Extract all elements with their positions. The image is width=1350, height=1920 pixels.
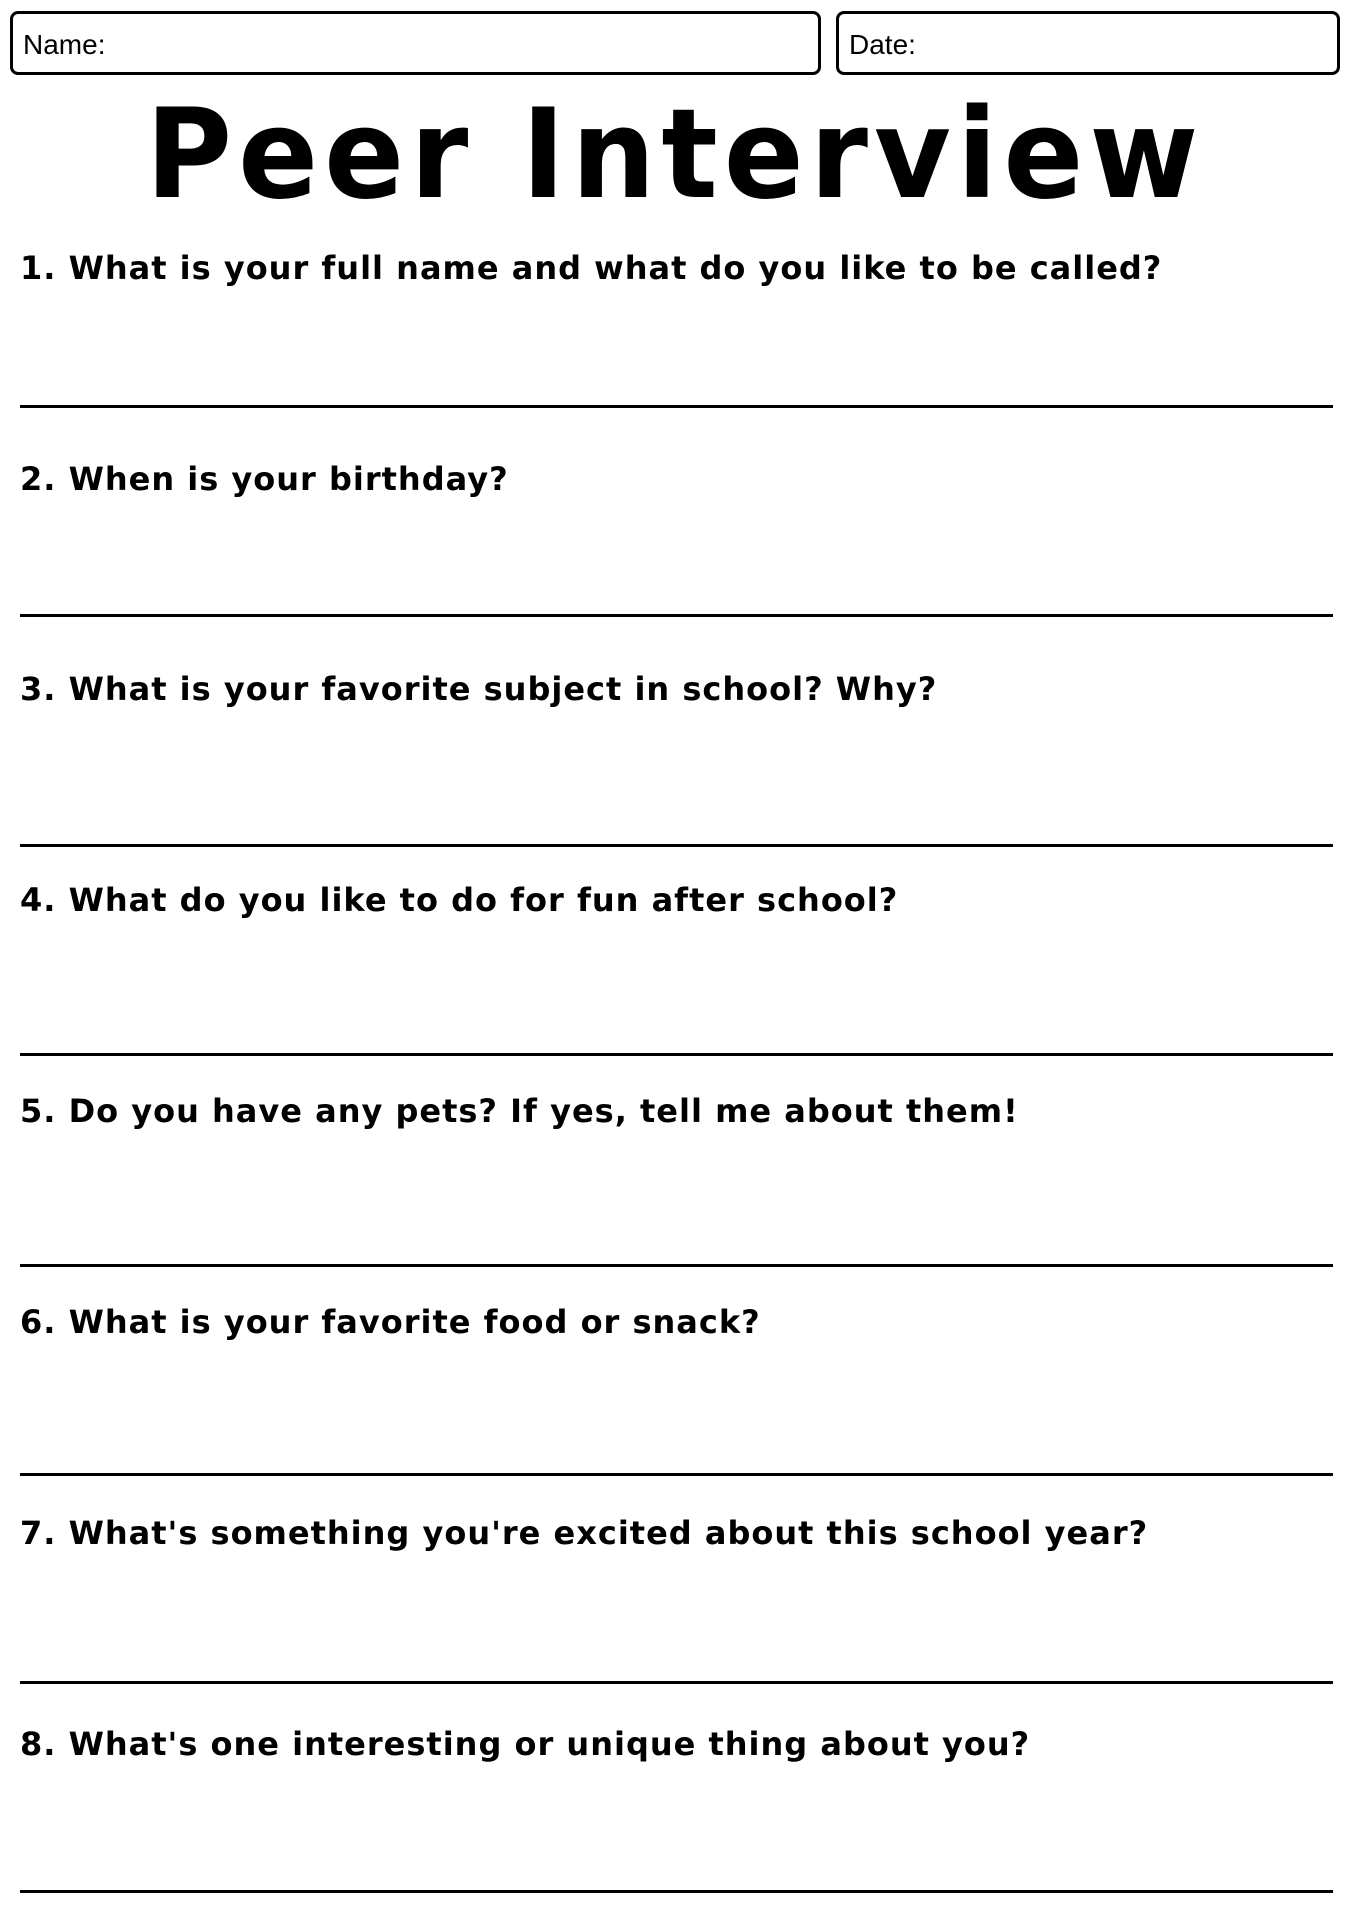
answer-line-3[interactable] — [20, 844, 1333, 847]
question-6: 6. What is your favorite food or snack? — [20, 1303, 761, 1341]
answer-line-5[interactable] — [20, 1264, 1333, 1267]
answer-line-2[interactable] — [20, 614, 1333, 617]
question-1: 1. What is your full name and what do you like to be called? — [20, 249, 1163, 287]
question-2: 2. When is your birthday? — [20, 460, 509, 498]
answer-line-4[interactable] — [20, 1053, 1333, 1056]
name-field[interactable] — [10, 11, 821, 75]
answer-line-6[interactable] — [20, 1473, 1333, 1476]
answer-line-8[interactable] — [20, 1890, 1333, 1893]
question-7: 7. What's something you're excited about this school year? — [20, 1514, 1149, 1552]
date-label: Date: — [849, 29, 916, 60]
question-3: 3. What is your favorite subject in school? Why? — [20, 670, 938, 708]
name-label: Name: — [23, 29, 106, 60]
page-title: Peer Interview — [145, 81, 1205, 227]
question-5: 5. Do you have any pets? If yes, tell me about them! — [20, 1092, 1019, 1130]
question-8: 8. What's one interesting or unique thing about you? — [20, 1725, 1031, 1763]
question-4: 4. What do you like to do for fun after school? — [20, 881, 899, 919]
answer-line-1[interactable] — [20, 405, 1333, 408]
date-field[interactable] — [836, 11, 1340, 75]
answer-line-7[interactable] — [20, 1681, 1333, 1684]
